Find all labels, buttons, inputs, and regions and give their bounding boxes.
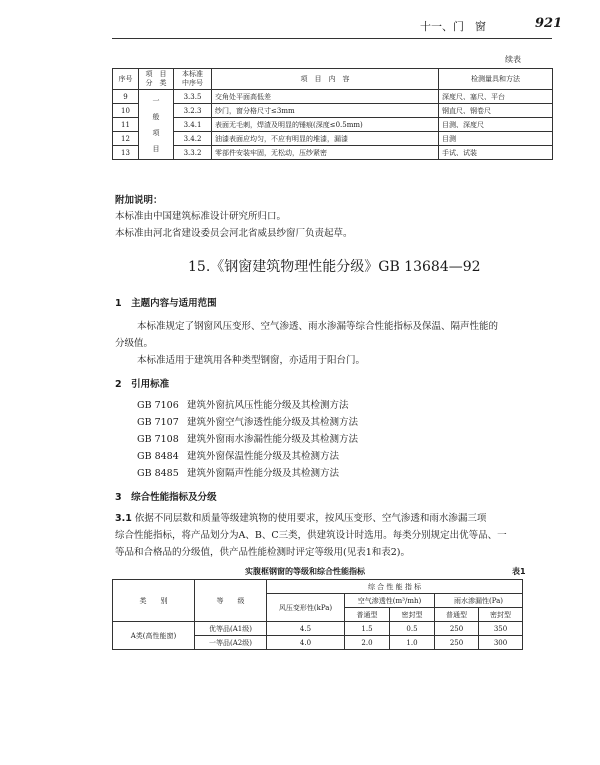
table-row: 13 3.3.2 零部件安装牢固，无松动，压纱紧密 手试、试装 <box>113 146 553 160</box>
table-row: A类(高性能窗) 优等品(A1级) 4.5 1.5 0.5 250 350 <box>113 622 523 636</box>
section-1-p1-line2: 分级值。 <box>115 338 154 349</box>
header-rule <box>112 38 552 39</box>
ref-item: GB 7106 建筑外窗抗风压性能分级及其检测方法 <box>137 400 349 411</box>
section-1-heading: 1 主题内容与适用范围 <box>115 298 217 309</box>
running-header-section: 十一、门 窗 <box>420 20 486 33</box>
col-method: 检测量具和方法 <box>439 69 553 90</box>
col-item-category: 项 目 分 类 <box>139 69 174 90</box>
table-row: 9 一般项目 3.3.5 交角处平面高低差 深度尺、塞尺、平台 <box>113 90 553 104</box>
table-2-label: 表1 <box>512 567 526 576</box>
table-2-caption: 实腹框钢窗的等级和综合性能指标 <box>245 567 365 576</box>
col-rain-normal: 普通型 <box>435 608 479 622</box>
col-rain-sealed: 密封型 <box>479 608 523 622</box>
category-general: 一般项目 <box>139 90 174 160</box>
col-group: 综 合 性 能 指 标 <box>267 580 523 594</box>
col-air-sealed: 密封型 <box>390 608 435 622</box>
page-number: 921 <box>535 16 563 31</box>
col-grade: 等 级 <box>195 580 267 622</box>
col-item-content: 项 目 内 容 <box>212 69 439 90</box>
col-category: 类 别 <box>113 580 195 622</box>
col-air-normal: 普通型 <box>345 608 390 622</box>
col-wind: 风压变形性(kPa) <box>267 594 345 622</box>
table-row: 12 3.4.2 油漆表面应均匀，不应有明显的堆漆，漏漆 目测 <box>113 132 553 146</box>
ref-item: GB 7107 建筑外窗空气渗透性能分级及其检测方法 <box>137 417 359 428</box>
appendix-line-2: 本标准由河北省建设委员会河北省威县纱窗厂负责起草。 <box>115 228 353 239</box>
section-2-heading: 2 引用标准 <box>115 379 170 390</box>
continued-label: 续表 <box>505 55 521 64</box>
inspection-table <box>112 68 553 160</box>
appendix-line-1: 本标准由中国建筑标准设计研究所归口。 <box>115 211 287 222</box>
table-row: 一等品(A2级) 4.0 2.0 1.0 250 300 <box>113 636 523 650</box>
category-a: A类(高性能窗) <box>113 622 195 650</box>
col-std-seq: 本标准 中序号 <box>174 69 212 90</box>
clause-3-1-line1: 3.1 依据不同层数和质量等级建筑物的使用要求，按风压变形、空气渗透和雨水渗漏三项 <box>115 513 487 524</box>
ref-item: GB 8484 建筑外窗保温性能分级及其检测方法 <box>137 451 340 462</box>
clause-3-1-line3: 等品和合格品的分级值，供产品性能检测时评定等级用(见表1和表2)。 <box>115 547 411 558</box>
section-3-heading: 3 综合性能指标及分级 <box>115 492 217 503</box>
ref-item: GB 8485 建筑外窗隔声性能分级及其检测方法 <box>137 468 340 479</box>
standard-title: 15.《钢窗建筑物理性能分级》GB 13684—92 <box>188 259 481 275</box>
section-1-p2: 本标准适用于建筑用各种类型钢窗，亦适用于阳台门。 <box>137 355 366 366</box>
appendix-title: 附加说明： <box>115 195 163 206</box>
table-row: 11 3.4.1 表面无毛刺，焊渣及明显的锤痕(深度≤0.5mm) 目测、深度尺 <box>113 118 553 132</box>
section-1-p1-line1: 本标准规定了钢窗风压变形、空气渗透、雨水渗漏等综合性能指标及保温、隔声性能的 <box>137 321 499 332</box>
performance-table <box>112 579 523 650</box>
clause-3-1-line2: 综合性能指标，将产品划分为A、B、C三类，供建筑设计时选用。每类分别规定出优等品、一 <box>115 530 507 541</box>
table-row: 10 3.2.3 纱门，窗分格尺寸≤3mm 钢直尺、钢卷尺 <box>113 104 553 118</box>
col-rain: 雨水渗漏性(Pa) <box>435 594 523 608</box>
col-air: 空气渗透性(m³/mh) <box>345 594 435 608</box>
ref-item: GB 7108 建筑外窗雨水渗漏性能分级及其检测方法 <box>137 434 359 445</box>
col-seq: 序号 <box>113 69 139 90</box>
